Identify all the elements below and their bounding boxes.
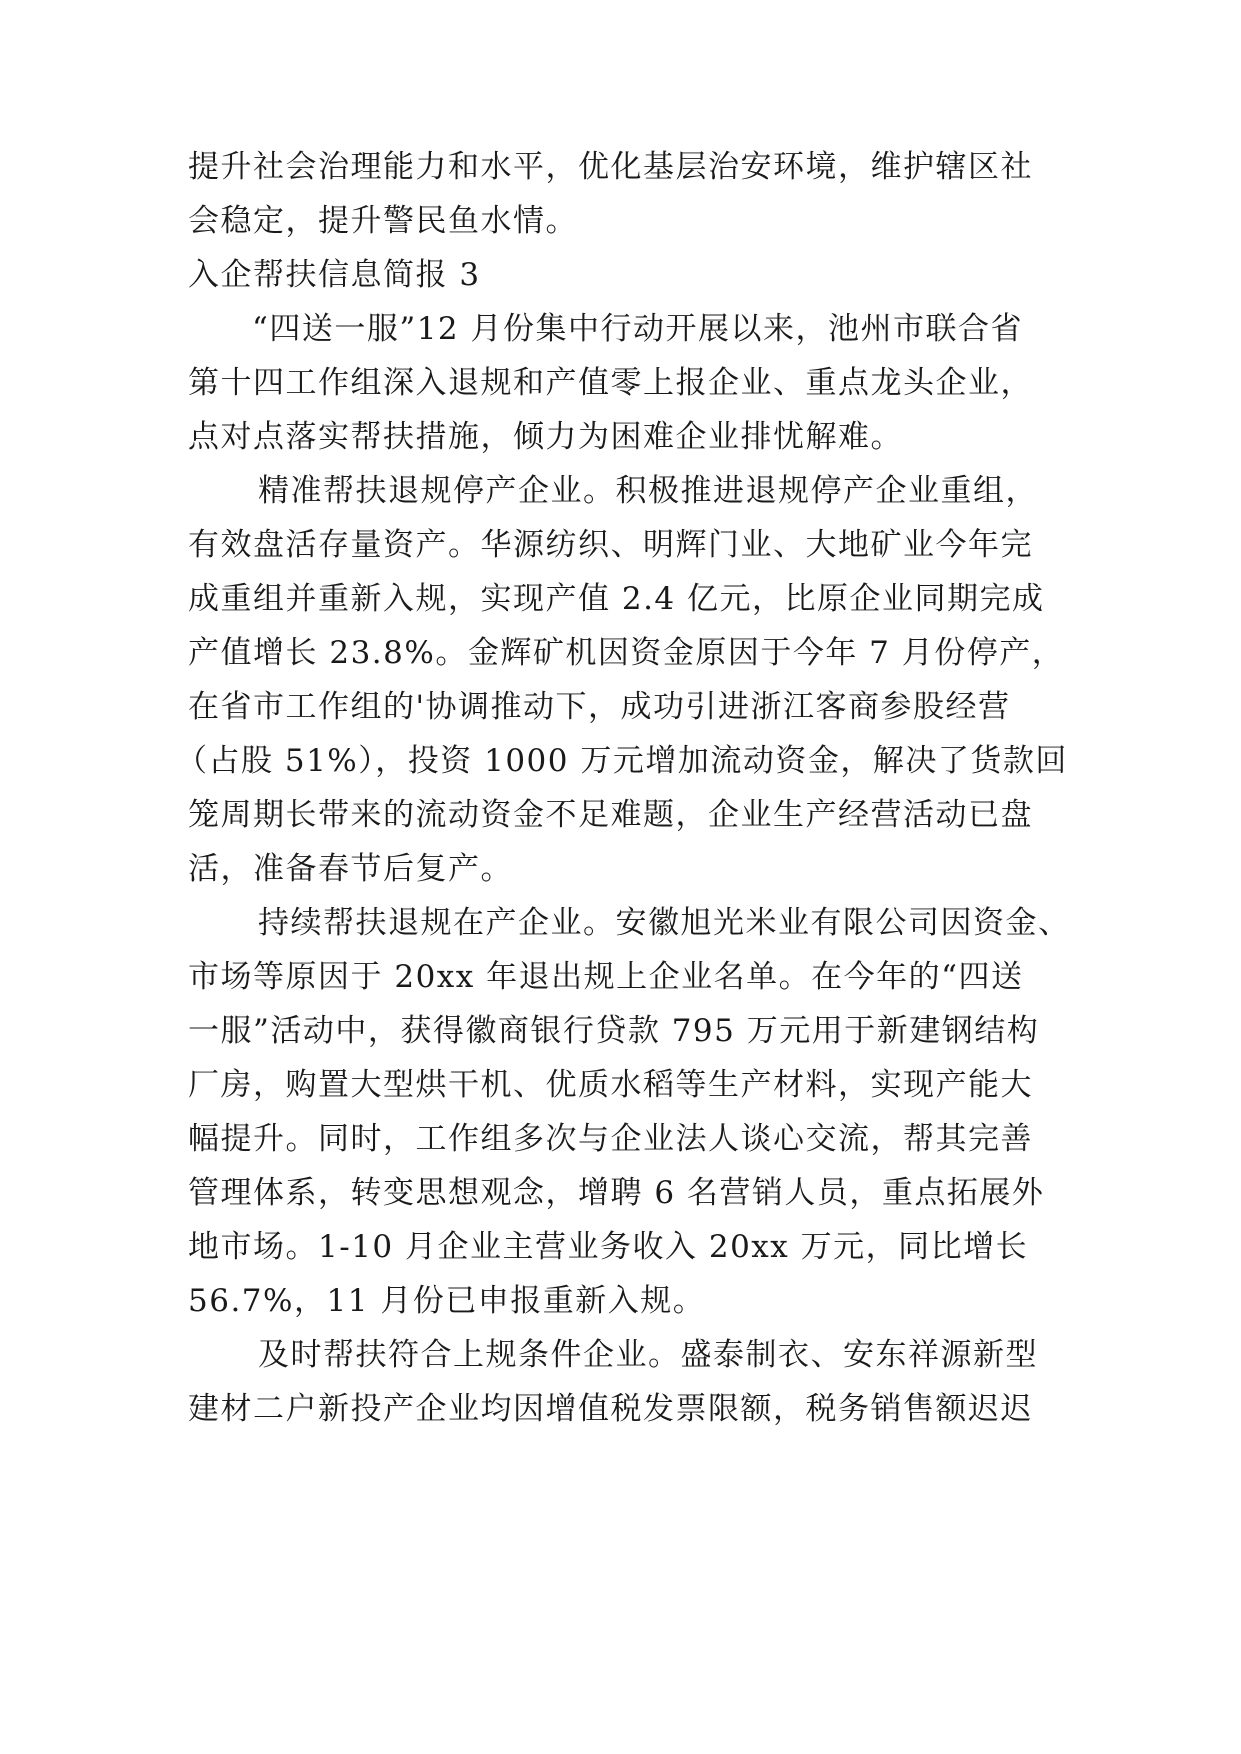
text-line: 地市场。1-10 月企业主营业务收入 20xx 万元，同比增长 <box>188 1229 1029 1265</box>
text-line: 活，准备春节后复产。 <box>188 851 513 887</box>
text-line: 管理体系，转变思想观念，增聘 6 名营销人员，重点拓展外 <box>188 1175 1045 1211</box>
text-line: 会稳定，提升警民鱼水情。 <box>188 203 578 239</box>
text-line: “四送一服”12 月份集中行动开展以来，池州市联合省 <box>252 311 1023 347</box>
text-line: （占股 51%），投资 1000 万元增加流动资金，解决了货款回 <box>176 743 1068 779</box>
text-line: 及时帮扶符合上规条件企业。盛泰制衣、安东祥源新型 <box>258 1337 1038 1373</box>
text-line: 点对点落实帮扶措施，倾力为困难企业排忧解难。 <box>188 419 903 455</box>
section-title: 入企帮扶信息简报 3 <box>188 257 481 293</box>
text-line: 建材二户新投产企业均因增值税发票限额，税务销售额迟迟 <box>188 1391 1033 1427</box>
text-line: 持续帮扶退规在产企业。安徽旭光米业有限公司因资金、 <box>258 905 1071 941</box>
text-line: 成重组并重新入规，实现产值 2.4 亿元，比原企业同期完成 <box>188 581 1045 617</box>
text-line: 产值增长 23.8%。金辉矿机因资金原因于今年 7 月份停产， <box>188 635 1065 671</box>
text-line: 精准帮扶退规停产企业。积极推进退规停产企业重组， <box>258 473 1038 509</box>
text-line: 提升社会治理能力和水平，优化基层治安环境，维护辖区社 <box>188 149 1033 185</box>
text-line: 笼周期长带来的流动资金不足难题，企业生产经营活动已盘 <box>188 797 1033 833</box>
text-line: 市场等原因于 20xx 年退出规上企业名单。在今年的“四送 <box>188 959 1024 995</box>
text-line: 第十四工作组深入退规和产值零上报企业、重点龙头企业， <box>188 365 1033 401</box>
text-line: 一服”活动中，获得徽商银行贷款 795 万元用于新建钢结构 <box>188 1013 1040 1049</box>
text-line: 56.7%，11 月份已申报重新入规。 <box>188 1283 706 1319</box>
text-line: 有效盘活存量资产。华源纺织、明辉门业、大地矿业今年完 <box>188 527 1033 563</box>
text-line: 在省市工作组的'协调推动下，成功引进浙江客商参股经营 <box>188 689 1011 725</box>
text-line: 厂房，购置大型烘干机、优质水稻等生产材料，实现产能大 <box>188 1067 1033 1103</box>
text-line: 幅提升。同时，工作组多次与企业法人谈心交流，帮其完善 <box>188 1121 1033 1157</box>
